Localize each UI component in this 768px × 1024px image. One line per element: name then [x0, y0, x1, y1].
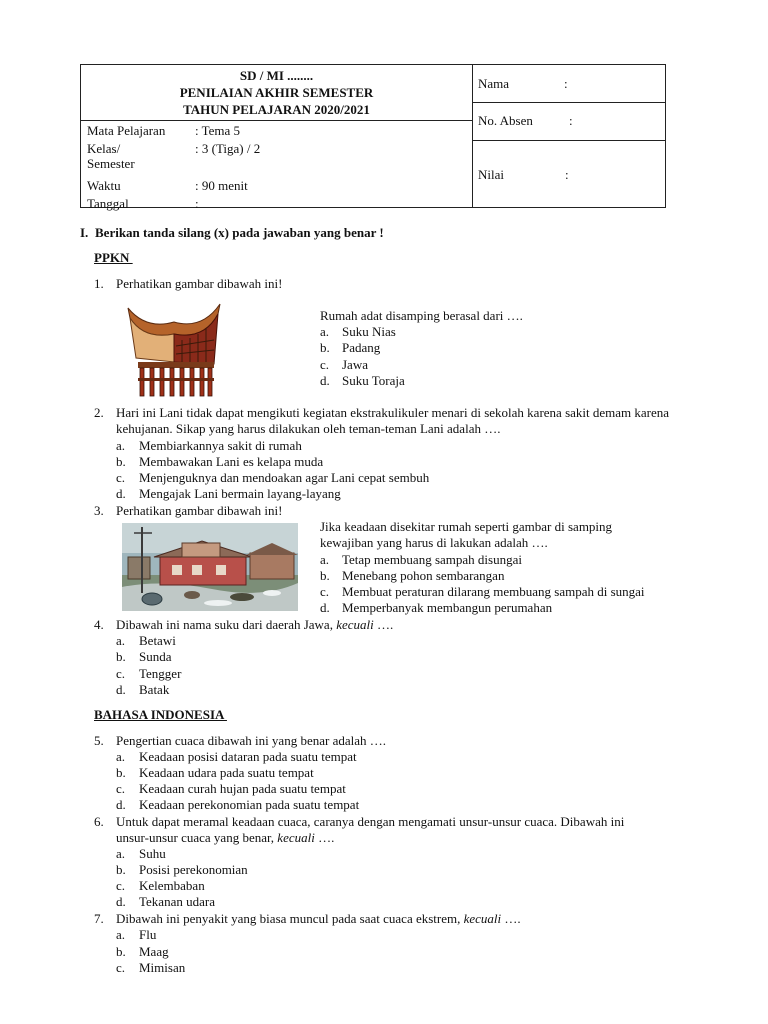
toraja-house-image — [126, 300, 222, 400]
question-3-prompt-1: Jika keadaan disekitar rumah seperti gambar di samping — [320, 519, 613, 534]
header-left: SD / MI ........ PENILAIAN AKHIR SEMESTER TAHUN PELAJARAN 2020/2021 Mata Pelajaran : Tema 5 Kelas/ Semester : 3 (Tiga) / 2 Waktu : 90 menit Tanggal : — [81, 65, 473, 207]
question-1-prompt: Rumah adat disamping berasal dari …. — [320, 308, 523, 323]
subject-ppkn: PPKN — [94, 250, 133, 265]
school-line: SD / MI ........ — [239, 68, 314, 83]
question-3-prompt-2: kewajiban yang harus di lakukan adalah …. — [320, 535, 548, 550]
flood-scene-image — [122, 523, 298, 611]
school-year-line: TAHUN PELAJARAN 2020/2021 — [183, 102, 370, 117]
exam-name-line: PENILAIAN AKHIR SEMESTER — [179, 85, 374, 100]
subject-bahasa-indonesia: BAHASA INDONESIA — [94, 707, 227, 722]
exam-title — [81, 65, 472, 121]
student-fields — [472, 65, 665, 207]
exam-page: SD / MI ........ PENILAIAN AKHIR SEMESTER TAHUN PELAJARAN 2020/2021 Mata Pelajaran : Tema 5 Kelas/ Semester : 3 (Tiga) / 2 Waktu : 90 menit Tanggal : Nama : No. Absen : Nilai : I. Berikan tanda silang (x) pada jawaban yang benar ! PPKN 1. Perhatikan gambar dibawah ini! Rumah adat disamping berasal dari …. a. Suku Nias b. Padang c. Jawa d. Suku Toraja 2. Hari ini Lani tidak dapat mengikuti kegiatan ekstrakulikuler menari di sekolah karena sakit demam karena kehujanan. Sikap yang harus dilakukan oleh teman-teman Lani adalah …. a. Membiarkannya sakit di rumah b. Membawakan Lani es kelapa muda c. Menjenguknya dan mendoakan agar Lani cepat sembuh d. Mengajak Lani bermain layang-layang 3. Perhatikan gambar dibawah ini! Jika keadaan disekitar rumah seperti gambar di samping kewajiban yang harus di lakukan adalah …. a. Tetap membuang sampah disungai b. Menebang pohon sembarangan c. Membuat peraturan dilarang membuang sampah di sungai d. Memperbanyak membangun perumahan 4. Dibawah ini nama suku dari daerah Jawa, kecuali …. a. Betawi b. Sunda c. Tengger d. Batak BAHASA INDONESIA 5. Pengertian cuaca dibawah ini yang benar adalah …. a. Keadaan posisi dataran pada suatu tempat b. Keadaan udara pada suatu tempat c. Keadaan curah hujan pada suatu tempat d. Keadaan perekonomian pada suatu tempat 6. Untuk dapat meramal keadaan cuaca, caranya dengan mengamati unsur-unsur cuaca. Dibawah ini unsur-unsur cuaca yang benar, kecuali …. a. Suhu b. Posisi perekonomian c. Kelembaban d. Tekanan udara 7. Dibawah ini penyakit yang biasa muncul pada saat cuaca ekstrem, kecuali …. a. Flu b. Maag c. Mimisan — [0, 0, 768, 1024]
score-field[interactable]: Nilai : — [478, 167, 569, 182]
absence-number-field[interactable]: No. Absen : — [472, 103, 665, 141]
exam-header-table — [80, 64, 666, 211]
name-field[interactable]: Nama : — [472, 65, 665, 103]
